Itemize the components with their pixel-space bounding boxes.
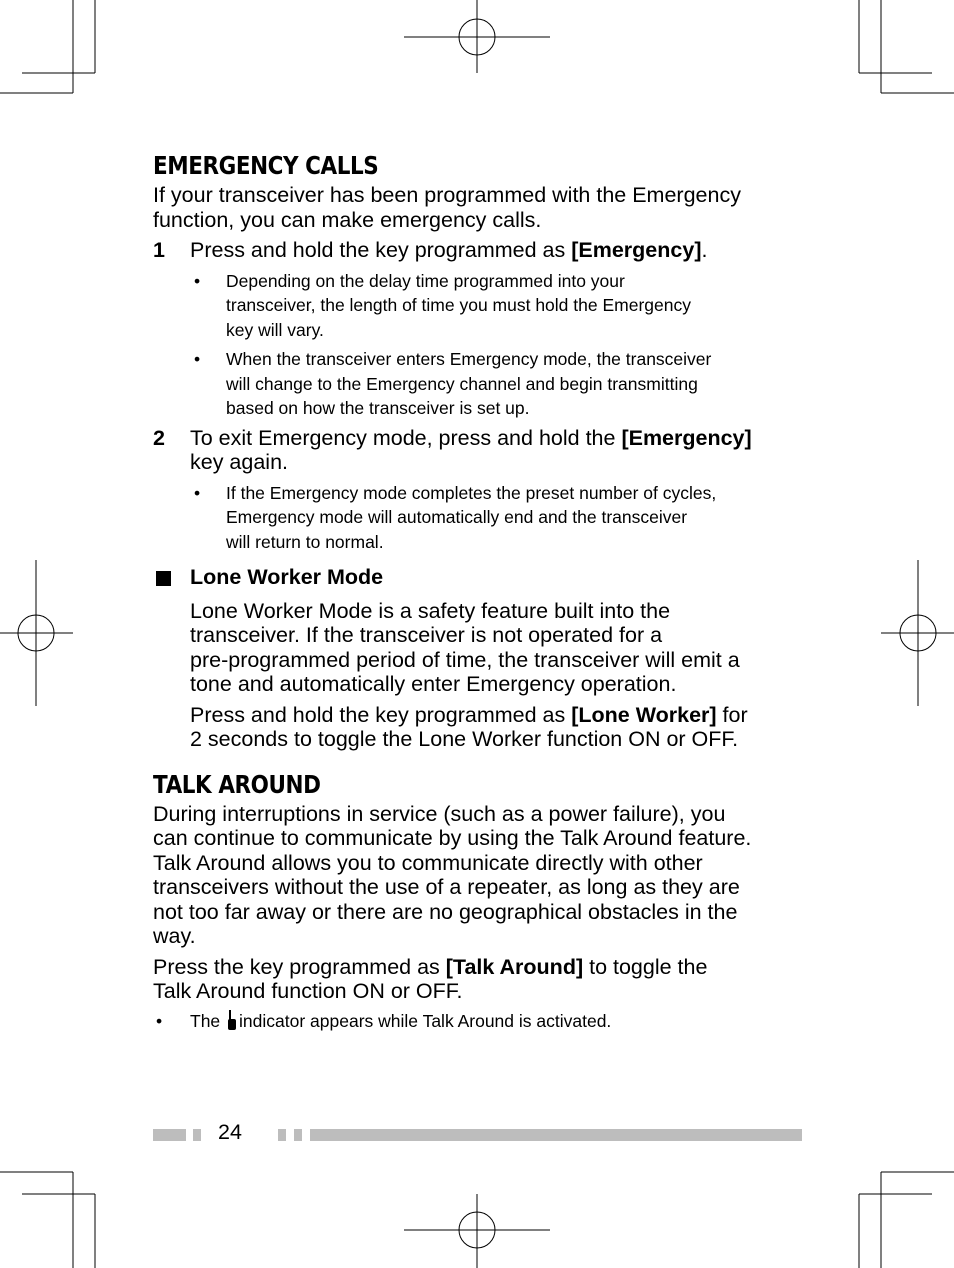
note-line: will change to the Emergency channel and begin transmitting [226,373,698,394]
paragraph-text: Press the key programmed as [153,954,446,979]
section-title-text: Lone Worker Mode [190,565,384,589]
key-name: [Lone Worker] [571,702,717,727]
paragraph-line: Talk Around allows you to communicate directly with other [153,850,703,875]
page-number: 24 [218,1120,242,1144]
paragraph-line: way. [153,924,196,948]
note-line: will return to normal. [226,531,384,552]
talk-around-instruction [153,955,803,1004]
footer-bar-segment [294,1129,302,1141]
step-text: To exit Emergency mode, press and hold the [190,425,622,450]
paragraph-text: for [716,702,748,727]
step-1 [153,238,803,263]
lone-worker-section-title [153,565,803,590]
paragraph-line: tone and automatically enter Emergency operation. [190,672,677,696]
step-number: 2 [153,425,165,450]
emergency-intro [153,183,803,232]
paragraph-text: to toggle the [583,954,708,979]
emergency-intro-line: function, you can make emergency calls. [153,207,542,232]
page-footer [153,1118,803,1148]
square-bullet-icon [156,571,171,586]
note-item [153,347,803,421]
note-item [153,1009,803,1034]
step-2-notes [153,481,803,555]
footer-bar-segment [278,1129,286,1141]
talk-around-heading: TALK AROUND [153,769,321,799]
key-name: [Emergency] [571,238,702,262]
paragraph-line: Lone Worker Mode is a safety feature built into the [190,598,671,623]
bullet-icon: • [194,349,201,369]
paragraph-line: During interruptions in service (such as a power failure), you [153,801,726,826]
talk-around-description [153,802,803,949]
paragraph-line: can continue to communicate by using the Talk Around feature. [153,826,752,850]
emergency-intro-line: If your transceiver has been programmed with the Emergency [153,183,741,207]
page-content [153,150,803,1033]
key-name: [Emergency] [621,425,752,450]
paragraph-line: Talk Around function ON or OFF. [153,979,463,1003]
bullet-icon: • [194,270,201,291]
note-text: indicator appears while Talk Around is activated. [239,1010,612,1031]
bullet-icon: • [194,482,201,503]
note-line: key will vary. [226,319,324,340]
footer-bar-segment [193,1129,201,1141]
step-text: Press and hold the key programmed as [190,238,572,262]
note-line: Emergency mode will automatically end and the transceiver [226,507,688,527]
bullet-icon: • [156,1010,163,1031]
paragraph-line: pre-programmed period of time, the transceiver will emit a [190,647,740,672]
step-2 [153,426,803,475]
lone-worker-description [153,599,803,697]
note-line: Depending on the delay time programmed into your [226,270,625,291]
note-line: If the Emergency mode completes the preset number of cycles, [226,482,717,503]
key-name: [Talk Around] [445,954,584,979]
step-punctuation: . [701,238,708,262]
talk-around-notes [153,1009,803,1034]
note-line: transceiver, the length of time you must hold the Emergency [226,295,691,315]
note-line: When the transceiver enters Emergency mode, the transceiver [226,349,712,369]
footer-bar-segment [153,1129,186,1141]
note-text: The [190,1010,226,1031]
footer-bar-segment [310,1129,802,1141]
lone-worker-instruction [153,703,803,752]
note-line: based on how the transceiver is set up. [226,398,530,418]
paragraph-line: transceivers without the use of a repeater, as long as they are [153,875,740,899]
talk-around-indicator-icon [227,1010,237,1030]
note-item [153,269,803,343]
note-item [153,481,803,555]
paragraph-line: 2 seconds to toggle the Lone Worker function ON or OFF. [190,727,739,751]
step-text: key again. [190,450,289,474]
emergency-calls-heading: EMERGENCY CALLS [153,151,379,180]
step-1-notes [153,269,803,421]
paragraph-line: not too far away or there are no geographical obstacles in the [153,899,738,924]
step-number: 1 [153,238,165,262]
paragraph-text: Press and hold the key programmed as [190,702,572,727]
paragraph-line: transceiver. If the transceiver is not operated for a [190,623,663,647]
